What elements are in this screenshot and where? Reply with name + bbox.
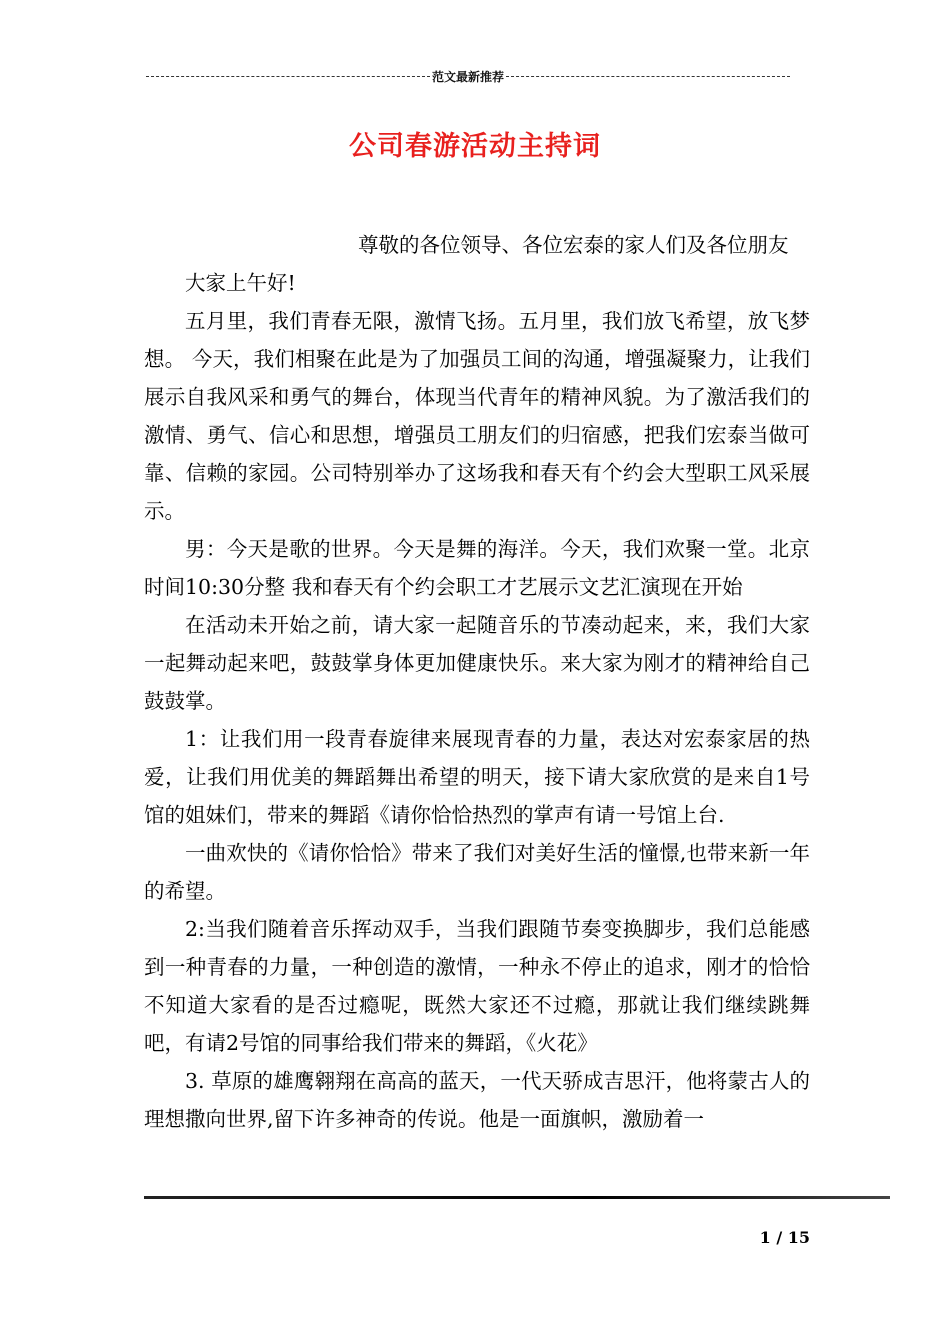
header-label: 范文最新推荐 <box>432 69 505 84</box>
page-header <box>146 66 790 86</box>
header-dashes-right <box>506 76 790 77</box>
header-dashes-left <box>146 76 430 77</box>
body-paragraph: 3. 草原的雄鹰翱翔在高高的蓝天，一代天骄成吉思汗，他将蒙古人的理想撒向世界,留下许多神奇的传说。他是一面旗帜，激励着一 <box>144 1069 810 1131</box>
salutation-paragraph: 尊敬的各位领导、各位宏泰的家人们及各位朋友 <box>358 233 789 257</box>
body-paragraph: 五月里，我们青春无限，激情飞扬。五月里，我们放飞希望，放飞梦想。 今天，我们相聚在此是为了加强员工间的沟通，增强凝聚力，让我们展示自我风采和勇气的舞台，体现当代青年的精神风貌。为了激活我们的激情、勇气、信心和思想，增强员工朋友们的归宿感，把我们宏泰当做可靠、信赖的家园。公司特别举办了这场我和春天有个约会大型职工风采展示。 <box>144 309 810 523</box>
footer-rule <box>144 1196 890 1199</box>
greeting-paragraph: 大家上午好! <box>185 271 296 295</box>
body-paragraph: 一曲欢快的《请你恰恰》带来了我们对美好生活的憧憬,也带来新一年的希望。 <box>144 841 810 903</box>
body-paragraph: 2:当我们随着音乐挥动双手，当我们跟随节奏变换脚步，我们总能感到一种青春的力量，一种创造的激情，一种永不停止的追求，刚才的恰恰不知道大家看的是否过瘾呢，既然大家还不过瘾，那就让我们继续跳舞吧，有请2号馆的同事给我们带来的舞蹈，《火花》 <box>144 917 810 1055</box>
body-paragraph: 男：今天是歌的世界。今天是舞的海洋。今天，我们欢聚一堂。北京时间10:30分整 我和春天有个约会职工才艺展示文艺汇演现在开始 <box>144 537 810 599</box>
page-number: 1 / 15 <box>759 1228 810 1247</box>
body-paragraph: 在活动未开始之前，请大家一起随音乐的节凑动起来，来，我们大家一起舞动起来吧，鼓鼓掌身体更加健康快乐。来大家为刚才的精神给自己鼓鼓掌。 <box>144 613 810 713</box>
document-title: 公司春游活动主持词 <box>349 131 601 162</box>
document-body <box>144 226 810 1138</box>
body-paragraph: 1：让我们用一段青春旋律来展现青春的力量，表达对宏泰家居的热爱，让我们用优美的舞蹈舞出希望的明天，接下请大家欣赏的是来自1号馆的姐妹们，带来的舞蹈《请你恰恰热烈的掌声有请一号馆上台. <box>144 727 810 827</box>
